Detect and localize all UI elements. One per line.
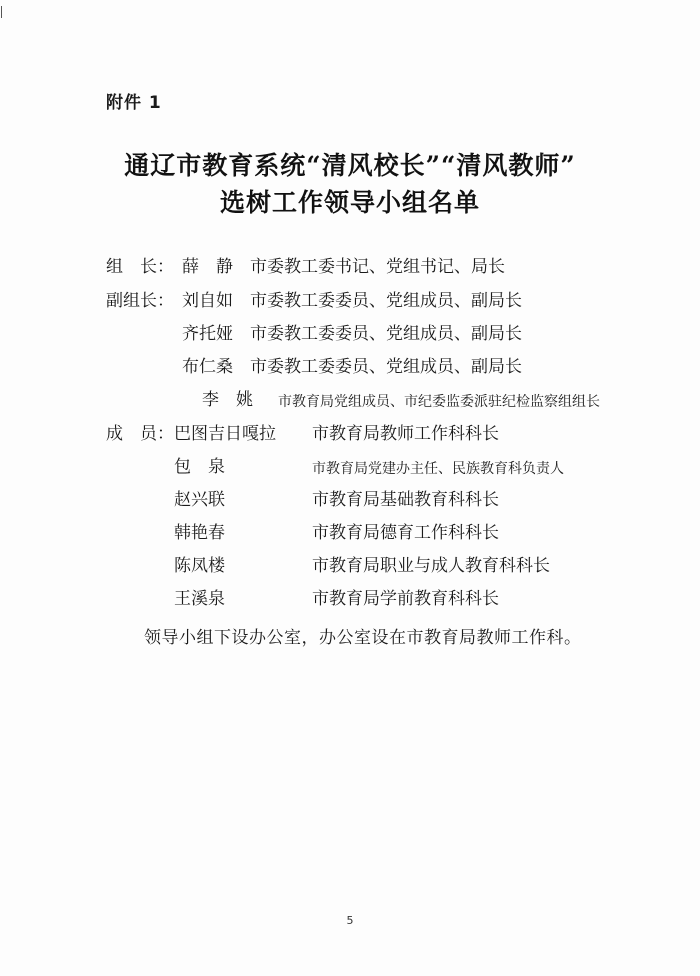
leader-name: 薛 静 (182, 257, 233, 277)
member-position: 市教育局学前教育科科长 (312, 589, 499, 609)
member-name: 包 泉 (174, 457, 225, 477)
member-position: 市教育局党建办主任、民族教育科负责人 (312, 461, 564, 477)
office-note: 领导小组下设办公室，办公室设在市教育局教师工作科。 (144, 628, 582, 648)
member-position: 市教育局基础教育科科长 (312, 490, 499, 510)
member-position: 市教育局教师工作科科长 (312, 424, 499, 444)
deputy-name: 刘自如 (182, 291, 233, 311)
member-name: 巴图吉日嘎拉 (174, 424, 276, 444)
document-title-line2: 选树工作领导小组名单 (219, 188, 480, 217)
leader-position: 市委教工委书记、党组书记、局长 (250, 257, 505, 277)
member-name: 陈凤楼 (174, 556, 225, 576)
member-position: 市教育局德育工作科科长 (312, 523, 499, 543)
scan-edge-mark (1, 6, 2, 18)
role-label-members: 成 员： (106, 424, 174, 444)
member-name: 王溪泉 (174, 589, 225, 609)
deputy-name: 李 姚 (202, 390, 253, 410)
deputy-position: 市委教工委委员、党组成员、副局长 (250, 324, 522, 344)
document-title-line1: 通辽市教育系统“清风校长”“清风教师” (124, 151, 576, 180)
deputy-position: 市委教工委委员、党组成员、副局长 (250, 291, 522, 311)
member-name: 赵兴联 (174, 490, 225, 510)
deputy-position: 市教育局党组成员、市纪委监委派驻纪检监察组组长 (278, 394, 600, 410)
page-number: 5 (346, 914, 354, 927)
member-position: 市教育局职业与成人教育科科长 (312, 556, 550, 576)
attachment-label: 附件 1 (106, 93, 162, 113)
member-name: 韩艳春 (174, 523, 225, 543)
deputy-name: 布仁桑 (182, 357, 233, 377)
deputy-name: 齐托娅 (182, 324, 233, 344)
deputy-position: 市委教工委委员、党组成员、副局长 (250, 357, 522, 377)
role-label-leader: 组 长： (106, 257, 174, 277)
role-label-deputies: 副组长： (106, 291, 174, 311)
